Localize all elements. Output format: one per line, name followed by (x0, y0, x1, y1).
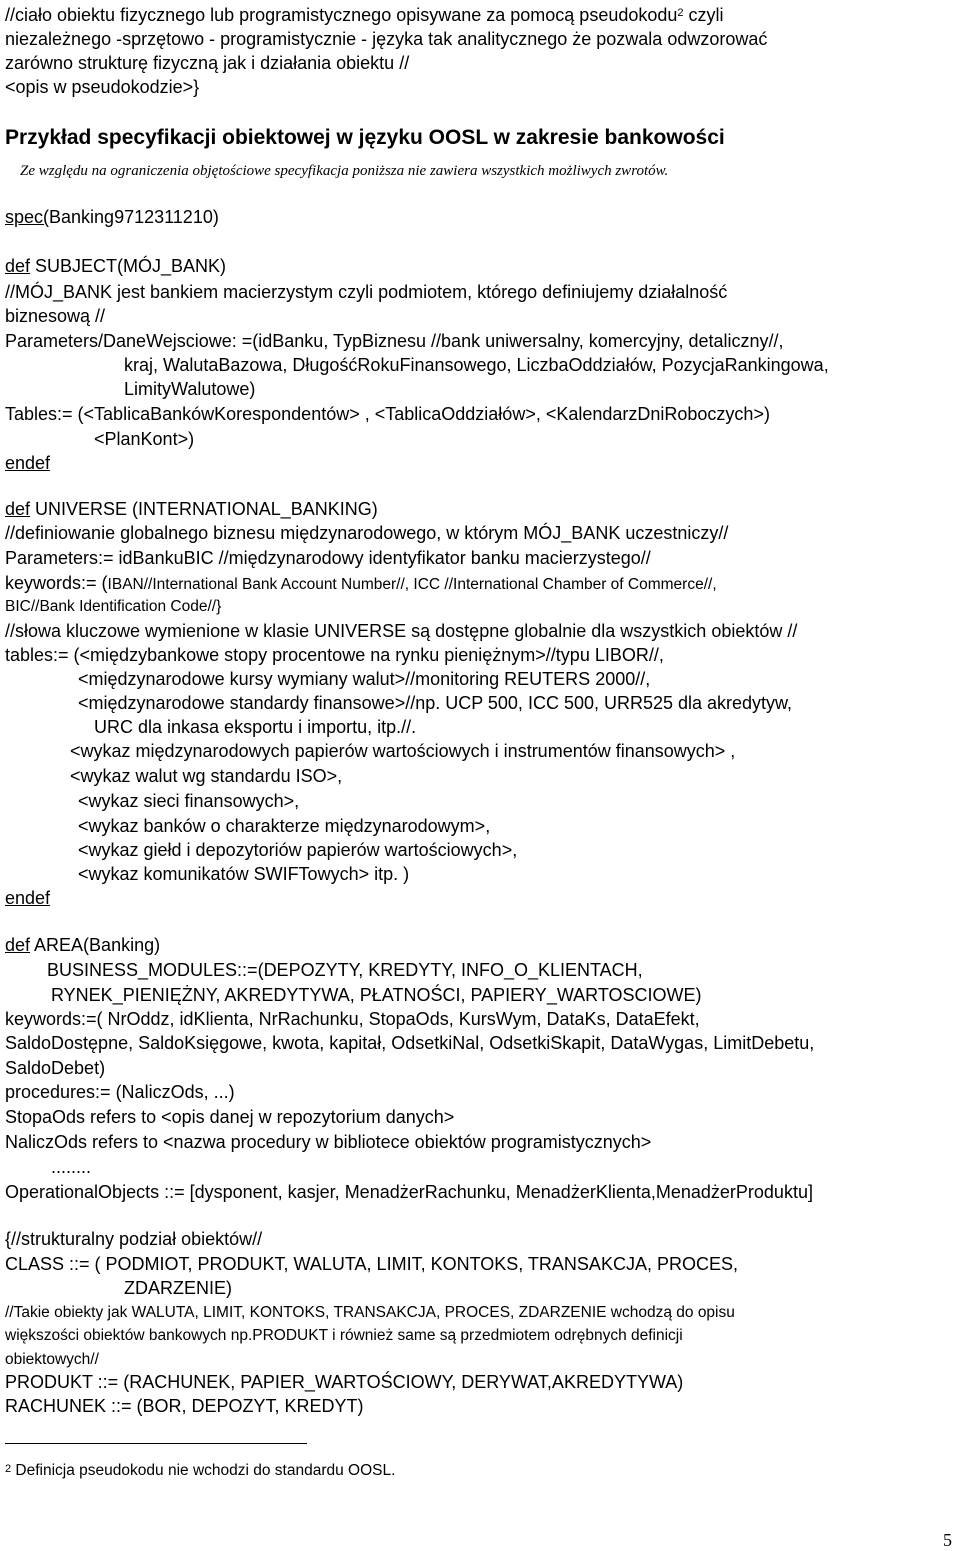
keyword: def (5, 499, 31, 519)
class-line-5: większości obiektów bankowych np.PRODUKT i również same są przedmiotem odrębnych definicji (5, 1327, 683, 1344)
footnote-text: Definicja pseudokodu nie wchodzi do standardu OOSL. (11, 1462, 396, 1479)
universe-line-10: <wykaz międzynarodowych papierów wartościowych i instrumentów finansowych> , (70, 741, 736, 761)
keyword: endef (5, 888, 51, 908)
def-universe-line (5, 498, 378, 520)
text: SUBJECT(MÓJ_BANK) (30, 256, 227, 276)
text: UNIVERSE (INTERNATIONAL_BANKING) (30, 499, 378, 519)
universe-line-14: <wykaz giełd i depozytoriów papierów wartościowych>, (78, 840, 518, 860)
text: czyli (683, 5, 724, 25)
area-line-1: BUSINESS_MODULES::=(DEPOZYTY, KREDYTY, INFO_O_KLIENTACH, (47, 960, 643, 980)
text: keywords:= ( (5, 573, 108, 593)
universe-line-2: Parameters:= idBankuBIC //międzynarodowy identyfikator banku macierzystego// (5, 548, 651, 568)
text: AREA(Banking) (30, 935, 161, 955)
class-line-2: CLASS ::= ( PODMIOT, PRODUKT, WALUTA, LIMIT, KONTOKS, TRANSAKCJA, PROCES, (5, 1254, 738, 1274)
class-line-8: RACHUNEK ::= (BOR, DEPOZYT, KREDYT) (5, 1396, 364, 1416)
universe-line-7: <międzynarodowe kursy wymiany walut>//monitoring REUTERS 2000//, (78, 669, 651, 689)
subject-line-6: Tables:= (<TablicaBankówKorespondentów> , <TablicaOddziałów>, <KalendarzDniRoboczych>) (5, 404, 770, 424)
text: IBAN//International Bank Account Number//, ICC //International Chamber of Commerce//, (107, 576, 717, 593)
endef-1 (5, 452, 50, 474)
universe-line-12: <wykaz sieci finansowych>, (78, 791, 300, 811)
intro-line-3: zarówno strukturę fizyczną jak i działania obiektu // (5, 53, 410, 73)
def-area-line (5, 934, 160, 956)
area-line-3: keywords:=( NrOddz, idKlienta, NrRachunku, StopaOds, KursWym, DataKs, DataEfekt, (5, 1009, 700, 1029)
keyword: def (5, 935, 31, 955)
subject-line-5: LimityWalutowe) (124, 379, 256, 399)
subject-line-3: Parameters/DaneWejsciowe: =(idBanku, TypBiznesu //bank uniwersalny, komercyjny, detaliczny//, (5, 331, 784, 351)
area-line-8: NaliczOds refers to <nazwa procedury w bibliotece obiektów programistycznych> (5, 1132, 652, 1152)
footnote (5, 1460, 395, 1482)
area-line-9: ........ (51, 1157, 92, 1177)
class-line-6: obiektowych// (5, 1351, 99, 1368)
keyword: spec( (5, 207, 50, 227)
universe-line-13: <wykaz banków o charakterze międzynarodowym>, (78, 816, 491, 836)
universe-line-3 (5, 572, 717, 596)
footnote-number: 2 (5, 1463, 12, 1475)
keyword: def (5, 256, 31, 276)
section-heading: Przykład specyfikacji obiektowej w języku OOSL w zakresie bankowości (5, 126, 725, 149)
class-line-1: {//strukturalny podział obiektów// (5, 1229, 263, 1249)
footnote-ref: 2 (677, 7, 684, 19)
area-line-6: procedures:= (NaliczOds, ...) (5, 1082, 235, 1102)
universe-line-1: //definiowanie globalnego biznesu międzynarodowego, w którym MÓJ_BANK uczestniczy// (5, 523, 729, 543)
intro-line-1 (5, 4, 724, 26)
footnote-divider (5, 1443, 307, 1444)
text: Banking9712311210) (49, 207, 219, 227)
area-line-4: SaldoDostępne, SaldoKsięgowe, kwota, kapitał, OdsetkiNal, OdsetkiSkapit, DataWygas, LimitDebetu, (5, 1033, 815, 1053)
subject-line-7: <PlanKont>) (94, 429, 195, 449)
area-line-10: OperationalObjects ::= [dysponent, kasjer, MenadżerRachunku, MenadżerKlienta,MenadżerProduktu] (5, 1182, 813, 1202)
area-line-7: StopaOds refers to <opis danej w repozytorium danych> (5, 1107, 455, 1127)
universe-line-5: //słowa kluczowe wymienione w klasie UNIVERSE są dostępne globalnie dla wszystkich obiektów // (5, 621, 798, 641)
class-line-3: ZDARZENIE) (124, 1278, 232, 1298)
subject-line-1: //MÓJ_BANK jest bankiem macierzystym czyli podmiotem, którego definiujemy działalność (5, 282, 728, 302)
keyword: endef (5, 453, 51, 473)
universe-line-9: URC dla inkasa eksportu i importu, itp.//. (94, 717, 417, 737)
page-number: 5 (943, 1530, 952, 1550)
universe-line-4: BIC//Bank Identification Code//} (5, 598, 222, 615)
subject-line-4: kraj, WalutaBazowa, DługośćRokuFinansowego, LiczbaOddziałów, PozycjaRankingowa, (124, 355, 829, 375)
class-line-7: PRODUKT ::= (RACHUNEK, PAPIER_WARTOŚCIOWY, DERYWAT,AKREDYTYWA) (5, 1372, 684, 1392)
subject-line-2: biznesową // (5, 306, 106, 326)
intro-line-4: <opis w pseudokodzie>} (5, 77, 200, 97)
endef-2 (5, 887, 50, 909)
text: //ciało obiektu fizycznego lub programistycznego opisywane za pomocą pseudokodu (5, 5, 678, 25)
universe-line-6: tables:= (<międzybankowe stopy procentowe na rynku pieniężnym>//typu LIBOR//, (5, 645, 664, 665)
class-line-4: //Takie obiekty jak WALUTA, LIMIT, KONTOKS, TRANSAKCJA, PROCES, ZDARZENIE wchodzą do opisu (5, 1304, 735, 1321)
intro-line-2: niezależnego -sprzętowo - programistycznie - języka tak analitycznego że pozwala odwzorować (5, 29, 768, 49)
spec-line (5, 206, 219, 228)
def-subject-line (5, 255, 226, 277)
universe-line-15: <wykaz komunikatów SWIFTowych> itp. ) (78, 864, 410, 884)
area-line-2: RYNEK_PIENIĘŻNY, AKREDYTYWA, PŁATNOŚCI, PAPIERY_WARTOSCIOWE) (51, 985, 702, 1005)
note-line: Ze względu na ograniczenia objętościowe specyfikacja poniższa nie zawiera wszystkich możliwych zwrotów. (20, 163, 669, 179)
universe-line-8: <międzynarodowe standardy finansowe>//np. UCP 500, ICC 500, URR525 dla akredytyw, (78, 693, 793, 713)
area-line-5: SaldoDebet) (5, 1058, 106, 1078)
universe-line-11: <wykaz walut wg standardu ISO>, (70, 766, 343, 786)
